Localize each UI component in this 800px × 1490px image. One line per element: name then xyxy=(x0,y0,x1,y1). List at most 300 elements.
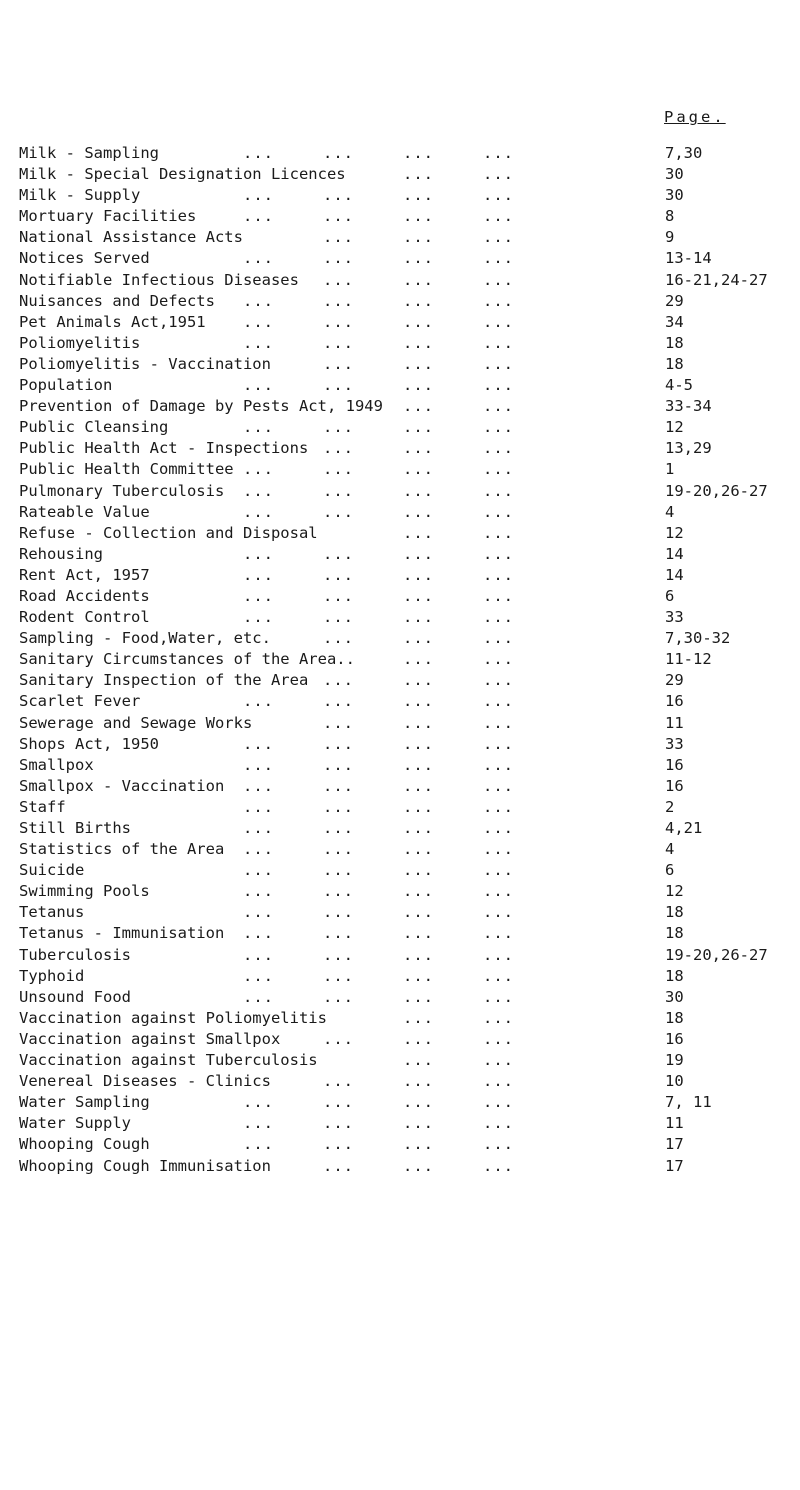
leader-dots: ... xyxy=(323,144,354,162)
index-entry xyxy=(19,375,799,396)
index-entry xyxy=(19,586,799,607)
index-entry xyxy=(19,945,799,966)
index-entry xyxy=(19,1113,799,1134)
leader-dots: ... xyxy=(403,481,434,500)
entry-pages: 29 xyxy=(665,291,684,310)
index-entry xyxy=(19,1092,799,1113)
leader-dots: ... xyxy=(403,671,434,690)
entry-label: Nuisances and Defects xyxy=(19,291,219,312)
leader-dots: ... xyxy=(243,692,274,711)
leader-dots: ... xyxy=(483,207,514,226)
leader-dots: ... xyxy=(323,861,354,880)
leader-dots: ... xyxy=(483,144,514,162)
leader-dots: ... xyxy=(403,333,434,352)
entry-label: Pet Animals Act,1951 xyxy=(19,312,210,333)
entry-pages: 13,29 xyxy=(665,439,712,458)
entry-pages: 8 xyxy=(665,207,675,226)
entry-pages: 7,30 xyxy=(665,144,703,162)
entry-pages: 13-14 xyxy=(665,249,712,268)
leader-dots: ... xyxy=(243,776,274,795)
entry-pages: 30 xyxy=(665,165,684,184)
leader-dots: ... xyxy=(403,1051,434,1070)
leader-dots: ... xyxy=(403,565,434,584)
leader-dots: ... xyxy=(403,1008,434,1027)
leader-dots: ... xyxy=(323,1072,354,1091)
entry-label: Suicide xyxy=(19,860,88,881)
entry-label: Rateable Value xyxy=(19,502,154,523)
leader-dots: ... xyxy=(323,586,354,605)
leader-dots: ... xyxy=(243,460,274,479)
leader-dots: ... xyxy=(403,840,434,859)
leader-dots: ... xyxy=(403,945,434,964)
entry-label: Typhoid xyxy=(19,966,88,987)
leader-dots: ... xyxy=(403,903,434,922)
leader-dots: ... xyxy=(243,502,274,521)
index-entry xyxy=(19,649,799,670)
leader-dots: ... xyxy=(483,439,514,458)
entry-pages: 18 xyxy=(665,924,684,943)
leader-dots: ... xyxy=(403,797,434,816)
entry-label: Vaccination against Smallpox xyxy=(19,1029,284,1050)
entry-label: Road Accidents xyxy=(19,586,154,607)
entry-label: Sanitary Inspection of the Area xyxy=(19,670,312,691)
leader-dots: ... xyxy=(483,903,514,922)
index-entry xyxy=(19,713,799,734)
leader-dots: ... xyxy=(403,502,434,521)
entry-pages: 17 xyxy=(665,1135,684,1154)
leader-dots: ... xyxy=(403,270,434,289)
leader-dots: ... xyxy=(403,1029,434,1048)
leader-dots: ... xyxy=(403,1072,434,1091)
leader-dots: ... xyxy=(483,165,514,184)
index-entry xyxy=(19,881,799,902)
index-entry xyxy=(19,143,799,164)
index-entry xyxy=(19,776,799,797)
entry-label: Poliomyelitis - Vaccination xyxy=(19,354,275,375)
leader-dots: ... xyxy=(243,945,274,964)
index-entry xyxy=(19,502,799,523)
leader-dots: ... xyxy=(483,671,514,690)
index-entry xyxy=(19,1071,799,1092)
leader-dots: ... xyxy=(483,924,514,943)
entry-label: Sampling - Food,Water, etc. xyxy=(19,628,275,649)
leader-dots: ... xyxy=(403,207,434,226)
entry-pages: 33 xyxy=(665,734,684,753)
entry-label: Poliomyelitis xyxy=(19,333,144,354)
leader-dots: ... xyxy=(403,144,434,162)
leader-dots: ... xyxy=(483,861,514,880)
leader-dots: ... xyxy=(483,1072,514,1091)
leader-dots: ... xyxy=(403,1093,434,1112)
index-entry xyxy=(19,691,799,712)
index-entry xyxy=(19,396,799,417)
index-entry xyxy=(19,818,799,839)
leader-dots: ... xyxy=(403,776,434,795)
entry-pages: 1 xyxy=(665,460,675,479)
leader-dots: ... xyxy=(403,608,434,627)
index-entry xyxy=(19,1134,799,1155)
index-entry xyxy=(19,164,799,185)
leader-dots: ... xyxy=(403,1156,434,1175)
leader-dots: ... xyxy=(483,1156,514,1175)
leader-dots: ... xyxy=(243,586,274,605)
leader-dots: ... xyxy=(403,312,434,331)
entry-label: Tuberculosis xyxy=(19,945,135,966)
leader-dots: ... xyxy=(483,460,514,479)
leader-dots: ... xyxy=(243,1135,274,1154)
leader-dots: ... xyxy=(323,819,354,837)
leader-dots: ... xyxy=(243,207,274,226)
leader-dots: ... xyxy=(323,376,354,395)
leader-dots: ... xyxy=(243,966,274,985)
entry-label: Swimming Pools xyxy=(19,881,154,902)
entry-pages: 18 xyxy=(665,354,684,373)
entry-label: Public Health Act - Inspections xyxy=(19,438,312,459)
leader-dots: ... xyxy=(483,755,514,774)
index-entry xyxy=(19,312,799,333)
entry-pages: 14 xyxy=(665,565,684,584)
index-entry xyxy=(19,607,799,628)
leader-dots: ... xyxy=(403,397,434,416)
leader-dots: ... xyxy=(403,418,434,437)
entry-label: Water Supply xyxy=(19,1113,135,1134)
leader-dots: ... xyxy=(483,333,514,352)
index-entry xyxy=(19,797,799,818)
entry-pages: 11 xyxy=(665,1114,684,1133)
leader-dots: ... xyxy=(403,650,434,669)
leader-dots: ... xyxy=(323,439,354,458)
leader-dots: ... xyxy=(323,249,354,268)
leader-dots: ... xyxy=(243,186,274,205)
leader-dots: ... xyxy=(243,1093,274,1112)
leader-dots: ... xyxy=(243,734,274,753)
entry-pages: 12 xyxy=(665,523,684,542)
leader-dots: ... xyxy=(243,333,274,352)
entry-label: Population xyxy=(19,375,116,396)
leader-dots: ... xyxy=(323,270,354,289)
leader-dots: ... xyxy=(323,1135,354,1154)
leader-dots: ... xyxy=(483,945,514,964)
entry-pages: 4-5 xyxy=(665,376,693,395)
entry-pages: 11 xyxy=(665,713,684,732)
leader-dots: ... xyxy=(323,1029,354,1048)
entry-label: Prevention of Damage by Pests Act, 1949 xyxy=(19,396,387,417)
entry-pages: 6 xyxy=(665,861,675,880)
leader-dots: ... xyxy=(483,376,514,395)
index-list xyxy=(19,143,799,1177)
leader-dots: ... xyxy=(323,312,354,331)
leader-dots: ... xyxy=(243,312,274,331)
leader-dots: ... xyxy=(323,966,354,985)
leader-dots: ... xyxy=(323,755,354,774)
leader-dots: ... xyxy=(323,924,354,943)
leader-dots: ... xyxy=(483,1029,514,1048)
entry-label: Unsound Food xyxy=(19,987,135,1008)
leader-dots: ... xyxy=(483,502,514,521)
index-entry xyxy=(19,459,799,480)
leader-dots: ... xyxy=(483,776,514,795)
entry-pages: 4,21 xyxy=(665,819,703,837)
leader-dots: ... xyxy=(403,291,434,310)
index-entry xyxy=(19,291,799,312)
entry-pages: 11-12 xyxy=(665,650,712,669)
leader-dots: ... xyxy=(483,249,514,268)
index-entry xyxy=(19,987,799,1008)
leader-dots: ... xyxy=(243,565,274,584)
leader-dots: ... xyxy=(483,481,514,500)
entry-label: Notifiable Infectious Diseases xyxy=(19,270,303,291)
leader-dots: ... xyxy=(243,797,274,816)
entry-pages: 7, 11 xyxy=(665,1093,712,1112)
entry-label: Staff xyxy=(19,797,70,818)
entry-pages: 33 xyxy=(665,608,684,627)
leader-dots: ... xyxy=(323,945,354,964)
leader-dots: ... xyxy=(323,186,354,205)
leader-dots: ... xyxy=(403,966,434,985)
leader-dots: ... xyxy=(243,144,274,162)
entry-pages: 16 xyxy=(665,776,684,795)
entry-label: National Assistance Acts xyxy=(19,227,247,248)
leader-dots: ... xyxy=(483,966,514,985)
leader-dots: ... xyxy=(483,1135,514,1154)
leader-dots: ... xyxy=(403,586,434,605)
leader-dots: ... xyxy=(323,608,354,627)
leader-dots: ... xyxy=(483,586,514,605)
leader-dots: ... xyxy=(403,1135,434,1154)
index-entry xyxy=(19,1008,799,1029)
leader-dots: ... xyxy=(403,186,434,205)
leader-dots: ... xyxy=(323,734,354,753)
leader-dots: ... xyxy=(243,544,274,563)
leader-dots: ... xyxy=(483,291,514,310)
leader-dots: ... xyxy=(323,460,354,479)
leader-dots: ... xyxy=(323,354,354,373)
index-entry xyxy=(19,523,799,544)
entry-label: Rehousing xyxy=(19,544,107,565)
leader-dots: ... xyxy=(243,819,274,837)
leader-dots: ... xyxy=(483,987,514,1006)
leader-dots: ... xyxy=(403,629,434,648)
index-entry xyxy=(19,248,799,269)
leader-dots: ... xyxy=(483,186,514,205)
entry-label: Sanitary Circumstances of the Area.. xyxy=(19,649,359,670)
leader-dots: ... xyxy=(483,397,514,416)
leader-dots: ... xyxy=(403,819,434,837)
leader-dots: ... xyxy=(323,713,354,732)
leader-dots: ... xyxy=(243,291,274,310)
entry-pages: 10 xyxy=(665,1072,684,1091)
index-entry xyxy=(19,839,799,860)
entry-label: Venereal Diseases - Clinics xyxy=(19,1071,275,1092)
leader-dots: ... xyxy=(483,650,514,669)
index-entry xyxy=(19,923,799,944)
leader-dots: ... xyxy=(483,418,514,437)
entry-pages: 7,30-32 xyxy=(665,629,731,648)
entry-pages: 18 xyxy=(665,903,684,922)
entry-label: Public Cleansing xyxy=(19,417,172,438)
entry-pages: 33-34 xyxy=(665,397,712,416)
leader-dots: ... xyxy=(243,987,274,1006)
entry-pages: 4 xyxy=(665,502,675,521)
entry-pages: 19-20,26-27 xyxy=(665,945,768,964)
leader-dots: ... xyxy=(323,692,354,711)
entry-label: Mortuary Facilities xyxy=(19,206,200,227)
entry-pages: 6 xyxy=(665,586,675,605)
index-entry xyxy=(19,565,799,586)
index-entry xyxy=(19,966,799,987)
leader-dots: ... xyxy=(243,1114,274,1133)
leader-dots: ... xyxy=(483,270,514,289)
leader-dots: ... xyxy=(243,840,274,859)
leader-dots: ... xyxy=(323,565,354,584)
entry-pages: 17 xyxy=(665,1156,684,1175)
leader-dots: ... xyxy=(323,333,354,352)
leader-dots: ... xyxy=(483,1114,514,1133)
entry-label: Sewerage and Sewage Works xyxy=(19,713,256,734)
leader-dots: ... xyxy=(243,481,274,500)
index-entry xyxy=(19,270,799,291)
leader-dots: ... xyxy=(483,228,514,247)
entry-pages: 9 xyxy=(665,228,675,247)
leader-dots: ... xyxy=(403,460,434,479)
leader-dots: ... xyxy=(483,354,514,373)
page-column-heading: Page. xyxy=(664,108,726,126)
leader-dots: ... xyxy=(483,312,514,331)
index-entry xyxy=(19,185,799,206)
leader-dots: ... xyxy=(403,1114,434,1133)
index-entry xyxy=(19,628,799,649)
entry-pages: 18 xyxy=(665,966,684,985)
entry-pages: 12 xyxy=(665,882,684,901)
leader-dots: ... xyxy=(403,544,434,563)
entry-label: Milk - Supply xyxy=(19,185,144,206)
leader-dots: ... xyxy=(243,882,274,901)
entry-label: Shops Act, 1950 xyxy=(19,734,163,755)
entry-pages: 19-20,26-27 xyxy=(665,481,768,500)
entry-pages: 16 xyxy=(665,1029,684,1048)
entry-pages: 30 xyxy=(665,987,684,1006)
leader-dots: ... xyxy=(403,987,434,1006)
index-entry xyxy=(19,670,799,691)
index-entry xyxy=(19,1029,799,1050)
leader-dots: ... xyxy=(323,903,354,922)
index-entry xyxy=(19,1156,799,1177)
leader-dots: ... xyxy=(323,1156,354,1175)
leader-dots: ... xyxy=(323,544,354,563)
leader-dots: ... xyxy=(483,1008,514,1027)
index-entry xyxy=(19,902,799,923)
leader-dots: ... xyxy=(483,819,514,837)
leader-dots: ... xyxy=(323,776,354,795)
leader-dots: ... xyxy=(323,228,354,247)
index-entry xyxy=(19,333,799,354)
leader-dots: ... xyxy=(323,207,354,226)
leader-dots: ... xyxy=(323,1093,354,1112)
entry-label: Milk - Special Designation Licences xyxy=(19,164,350,185)
entry-pages: 19 xyxy=(665,1051,684,1070)
leader-dots: ... xyxy=(243,903,274,922)
entry-label: Smallpox xyxy=(19,755,98,776)
entry-label: Tetanus xyxy=(19,902,88,923)
entry-label: Public Health Committee xyxy=(19,459,238,480)
index-entry xyxy=(19,227,799,248)
leader-dots: ... xyxy=(403,734,434,753)
entry-pages: 18 xyxy=(665,333,684,352)
leader-dots: ... xyxy=(403,228,434,247)
entry-pages: 4 xyxy=(665,840,675,859)
leader-dots: ... xyxy=(483,840,514,859)
leader-dots: ... xyxy=(323,502,354,521)
leader-dots: ... xyxy=(323,987,354,1006)
leader-dots: ... xyxy=(323,291,354,310)
entry-label: Rent Act, 1957 xyxy=(19,565,154,586)
index-entry xyxy=(19,417,799,438)
leader-dots: ... xyxy=(483,713,514,732)
leader-dots: ... xyxy=(243,755,274,774)
index-entry xyxy=(19,734,799,755)
entry-label: Scarlet Fever xyxy=(19,691,144,712)
leader-dots: ... xyxy=(403,523,434,542)
entry-pages: 30 xyxy=(665,186,684,205)
entry-label: Statistics of the Area xyxy=(19,839,228,860)
leader-dots: ... xyxy=(483,544,514,563)
entry-pages: 14 xyxy=(665,544,684,563)
leader-dots: ... xyxy=(403,439,434,458)
leader-dots: ... xyxy=(243,608,274,627)
leader-dots: ... xyxy=(483,882,514,901)
entry-label: Still Births xyxy=(19,818,135,839)
leader-dots: ... xyxy=(243,861,274,880)
leader-dots: ... xyxy=(483,523,514,542)
leader-dots: ... xyxy=(403,249,434,268)
entry-label: Whooping Cough xyxy=(19,1134,154,1155)
entry-pages: 16-21,24-27 xyxy=(665,270,768,289)
leader-dots: ... xyxy=(403,713,434,732)
entry-pages: 2 xyxy=(665,797,675,816)
entry-label: Pulmonary Tuberculosis xyxy=(19,481,228,502)
leader-dots: ... xyxy=(403,376,434,395)
leader-dots: ... xyxy=(483,629,514,648)
leader-dots: ... xyxy=(483,1051,514,1070)
index-entry xyxy=(19,438,799,459)
leader-dots: ... xyxy=(323,840,354,859)
leader-dots: ... xyxy=(243,249,274,268)
entry-pages: 34 xyxy=(665,312,684,331)
entry-label: Whooping Cough Immunisation xyxy=(19,1156,275,1177)
leader-dots: ... xyxy=(243,924,274,943)
entry-label: Tetanus - Immunisation xyxy=(19,923,228,944)
leader-dots: ... xyxy=(483,565,514,584)
entry-label: Smallpox - Vaccination xyxy=(19,776,228,797)
index-entry xyxy=(19,1050,799,1071)
entry-pages: 18 xyxy=(665,1008,684,1027)
index-entry xyxy=(19,860,799,881)
leader-dots: ... xyxy=(483,608,514,627)
leader-dots: ... xyxy=(403,882,434,901)
index-entry xyxy=(19,354,799,375)
entry-pages: 16 xyxy=(665,692,684,711)
entry-pages: 29 xyxy=(665,671,684,690)
index-entry xyxy=(19,544,799,565)
entry-label: Rodent Control xyxy=(19,607,154,628)
index-entry xyxy=(19,755,799,776)
leader-dots: ... xyxy=(483,692,514,711)
entry-label: Notices Served xyxy=(19,248,154,269)
leader-dots: ... xyxy=(323,882,354,901)
entry-label: Milk - Sampling xyxy=(19,143,163,164)
leader-dots: ... xyxy=(403,165,434,184)
leader-dots: ... xyxy=(483,734,514,753)
